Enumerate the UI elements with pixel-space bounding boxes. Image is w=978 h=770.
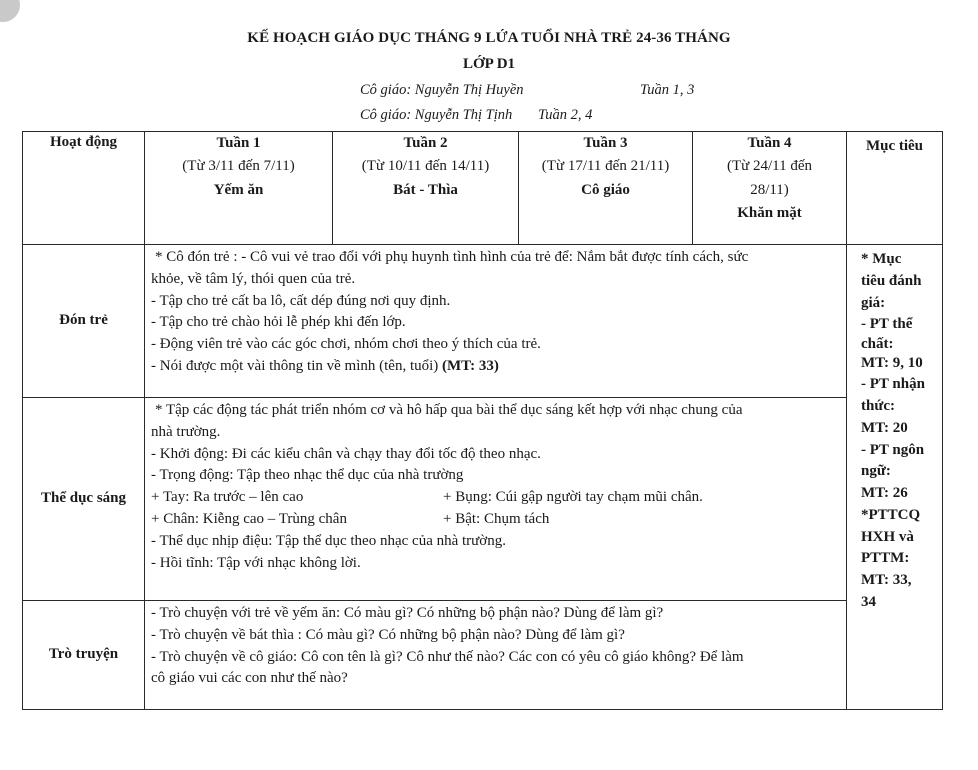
goal-line: MT: 9, 10 bbox=[861, 354, 923, 371]
week-1-dates: (Từ 3/11 đến 7/11) bbox=[182, 158, 295, 175]
tro-truyen-content bbox=[145, 601, 847, 710]
goal-line: MT: 33, bbox=[861, 572, 912, 588]
don-tre-line-6-text: - Nói được một vài thông tin về mình (tên, tuổi) bbox=[151, 357, 443, 374]
goal-header: Mục tiêu bbox=[847, 132, 943, 245]
week-3-dates: (Từ 17/11 đến 21/11) bbox=[541, 158, 670, 175]
week-1-label: Tuần 1 bbox=[216, 135, 261, 151]
row-tro-truyen bbox=[23, 601, 943, 710]
don-tre-line-6 bbox=[151, 356, 840, 378]
goal-line: - PT nhận bbox=[861, 376, 925, 393]
goals-cell bbox=[847, 245, 943, 710]
teacher-1-name: Cô giáo: Nguyễn Thị Huyền bbox=[360, 82, 524, 98]
goal-line: ngữ: bbox=[861, 463, 891, 480]
goal-line: PTTM: bbox=[861, 550, 910, 567]
goal-line: giá: bbox=[861, 294, 886, 311]
week-2-header bbox=[333, 132, 519, 245]
exercise-jump: + Bật: Chụm tách bbox=[443, 511, 550, 527]
row-the-duc-sang bbox=[23, 398, 943, 601]
week-4-dates-2: 28/11) bbox=[750, 181, 789, 198]
week-2-label: Tuần 2 bbox=[403, 135, 448, 151]
document-title: KẾ HOẠCH GIÁO DỤC THÁNG 9 LỨA TUỔI NHÀ TRẺ 24-36 THÁNG bbox=[247, 30, 731, 46]
week-4-label: Tuần 4 bbox=[747, 135, 792, 151]
week-3-topic: Cô giáo bbox=[581, 181, 630, 198]
week-1-header bbox=[145, 132, 333, 245]
goal-line: chất: bbox=[861, 336, 894, 352]
the-duc-line-4: - Trọng động: Tập theo nhạc thể dục của nhà trường bbox=[151, 467, 464, 484]
goal-line: thức: bbox=[861, 398, 895, 414]
the-duc-line-3: - Khởi động: Đi các kiểu chân và chạy thay đổi tốc độ theo nhạc. bbox=[151, 445, 541, 462]
the-duc-line-1: * Tập các động tác phát triển nhóm cơ và hô hấp qua bài thể dục sáng kết hợp với nhạc chung của bbox=[155, 402, 743, 418]
don-tre-line-5: - Động viên trẻ vào các góc chơi, nhóm chơi theo ý thích của trẻ. bbox=[151, 336, 541, 352]
week-2-topic: Bát - Thìa bbox=[393, 181, 458, 198]
goal-line: tiêu đánh bbox=[861, 272, 922, 289]
goal-line: 34 bbox=[861, 593, 876, 610]
week-4-dates-1: (Từ 24/11 đến bbox=[726, 158, 813, 175]
goal-line: * Mục bbox=[861, 251, 902, 267]
the-duc-line-6: - Hồi tĩnh: Tập với nhạc không lời. bbox=[151, 554, 361, 571]
don-tre-line-3: - Tập cho trẻ cất ba lô, cất dép đúng nơi quy định. bbox=[151, 292, 451, 309]
goal-line: MT: 20 bbox=[861, 419, 908, 436]
the-duc-line-5: - Thể dục nhịp điệu: Tập thể dục theo nhạc của nhà trường. bbox=[151, 533, 506, 549]
week-1-topic: Yếm ăn bbox=[213, 181, 264, 198]
exercise-arms: + Tay: Ra trước – lên cao bbox=[151, 489, 304, 505]
goal-line: *PTTCQ bbox=[861, 506, 921, 523]
week-2-dates: (Từ 10/11 đến 14/11) bbox=[361, 158, 490, 175]
week-3-header bbox=[519, 132, 693, 245]
don-tre-content bbox=[145, 245, 847, 398]
goal-line: MT: 26 bbox=[861, 485, 908, 501]
exercise-row-2 bbox=[151, 509, 840, 531]
exercise-legs: + Chân: Kiễng cao – Trùng chân bbox=[151, 511, 347, 527]
goal-line: HXH và bbox=[861, 528, 914, 545]
exercise-row-1 bbox=[151, 487, 840, 509]
week-3-label: Tuần 3 bbox=[583, 135, 628, 151]
the-duc-content bbox=[145, 398, 847, 601]
don-tre-line-2: khỏe, về tâm lý, thói quen của trẻ. bbox=[151, 270, 356, 287]
scan-corner-shadow bbox=[0, 0, 20, 22]
week-4-topic: Khăn mặt bbox=[737, 204, 802, 221]
tro-truyen-line-4: cô giáo vui các con như thế nào? bbox=[151, 670, 348, 687]
goal-line: - PT ngôn bbox=[861, 441, 925, 458]
row-don-tre bbox=[23, 245, 943, 398]
week-4-header bbox=[693, 132, 847, 245]
row-label-tro-truyen: Trò truyện bbox=[23, 601, 145, 710]
goal-line: - PT thể bbox=[861, 316, 913, 333]
education-plan-table bbox=[22, 131, 943, 710]
don-tre-line-4: - Tập cho trẻ chào hỏi lễ phép khi đến lớp. bbox=[151, 314, 406, 331]
the-duc-line-2: nhà trường. bbox=[151, 423, 221, 440]
teacher-2-name: Cô giáo: Nguyễn Thị Tịnh bbox=[360, 107, 513, 123]
table-header-row bbox=[23, 132, 943, 245]
tro-truyen-line-1: - Trò chuyện với trẻ về yếm ăn: Có màu gì? Có những bộ phận nào? Dùng để làm gì? bbox=[151, 605, 664, 621]
tro-truyen-line-2: - Trò chuyện về bát thìa : Có màu gì? Có những bộ phận nào? Dùng để làm gì? bbox=[151, 626, 625, 643]
don-tre-goal-ref: (MT: 33) bbox=[442, 357, 499, 374]
don-tre-line-1: * Cô đón trẻ : - Cô vui vẻ trao đổi với phụ huynh tình hình của trẻ để: Nắm bắt được tính cách, sức bbox=[155, 249, 749, 265]
row-label-don-tre: Đón trẻ bbox=[23, 245, 145, 398]
row-label-the-duc-sang: Thể dục sáng bbox=[23, 398, 145, 601]
teacher-1-weeks: Tuần 1, 3 bbox=[640, 82, 695, 98]
activity-header: Hoạt động bbox=[23, 132, 145, 245]
exercise-abdomen: + Bụng: Cúi gập người tay chạm mũi chân. bbox=[443, 489, 703, 505]
tro-truyen-line-3: - Trò chuyện về cô giáo: Cô con tên là gì? Cô như thế nào? Các con có yêu cô giáo không? Để làm bbox=[151, 648, 744, 665]
teacher-2-weeks: Tuần 2, 4 bbox=[538, 107, 593, 123]
class-name: LỚP D1 bbox=[462, 56, 516, 72]
